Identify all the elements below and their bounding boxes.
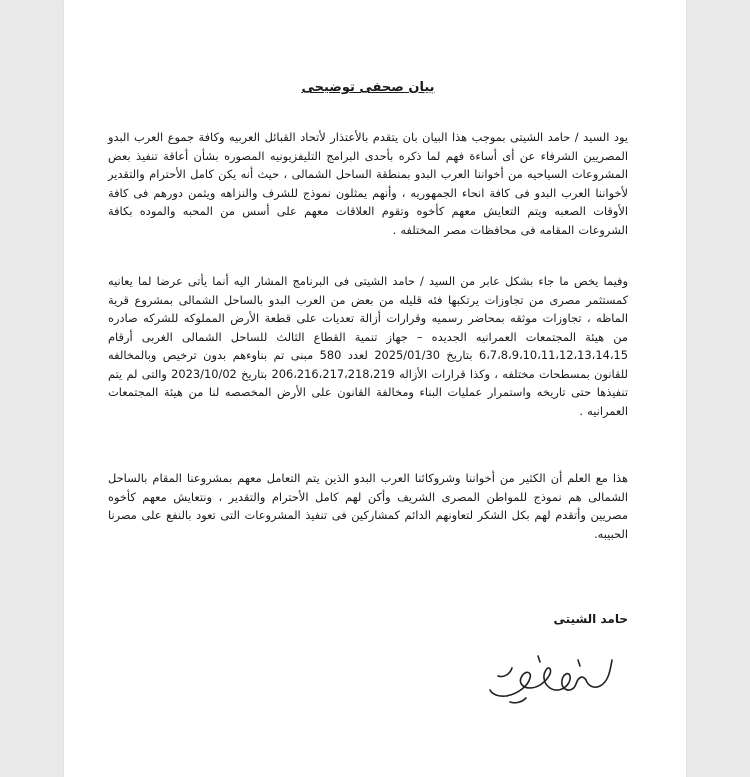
signatory-name: حامد الشيتى <box>553 612 628 626</box>
paragraph-appreciation: هذا مع العلم أن الكثير من أخواننا وشروكائنا العرب البدو الذين يتم التعامل معهم بمشروعنا المقام بالساحل الشمالى هم نموذج للمواطن المصرى الشريف وأكن لهم كامل الأحترام والتقدير ، ونتعايش معهم كأخوه مصريين وأتقدم لهم بكل الشكر لتعاونهم الدائم كمشاركين فى تنفيذ المشروعات التى تعود بالنفع على مصرنا الحبيبه. <box>108 471 628 541</box>
paragraph-apology: يود السيد / حامد الشيتى بموجب هذا البيان بان يتقدم بالأعتذار لأتحاد القبائل العربيه وكافة جموع العرب البدو المصريين الشرفاء عن أى أساءة فهم لما ذكره بأحدى البرامج التليفزيونيه المصوره بشأن أعاقة تنفيذ بعض المشروعات السياحيه من أخواننا العرب البدو بمنطقة الساحل الشمالى ، حيث أنه يكن كامل الأحترام والتقدير لأخواننا العرب البدو فى كافة انحاء الجمهوريه ، وأنهم يمثلون نموذج للشرف والنزاهه ويثمن دورهم فى كافة الأوقات الصعبه ويتم التعايش معهم كأخوه وتقوم العلاقات معهم على أسس من المحبه والموده بكافة الشروعات المقامه فى محافظات مصر المختلفه . <box>108 130 628 237</box>
document-title: بيان صحفى توضيحى <box>301 80 435 95</box>
handwritten-signature <box>482 638 622 708</box>
paragraph-violations: وفيما يخص ما جاء بشكل عابر من السيد / حامد الشيتى فى البرنامج المشار اليه أنما يأتى عرضا لما يعانيه كمستثمر مصرى من تجاوزات يرتكبها فئه قليله من بعض من العرب البدو بالساحل الشمالى بمشروع قرية الماظه ، تجاوزات موثقه بمحاضر رسميه وقرارات أزالة تعديات على قطعة الأرض المملوكه للشركه صادره من هيئة المجتمعات العمرانيه الجديده – جهاز تنمية القطاع الثالث للساحل الشمالى الغربى أرقام 6،7،8،9،10،11،12،13،14،15 بتاريخ 2025/01/30 لعدد 580 مبنى تم بناوءهم بدون ترخيص وبالمخالفه للقانون بمسطحات مختلفه ، وكذا قرارات الأزاله 206،216،217،218،219 بتاريخ 2023/10/02 والتى لم يتم تنفيذها حتى تاريخه واستمرار عمليات البناء ومخالفة القانون على الأرض المخصصه لنا من هيئة المجتمعات العمرانيه . <box>108 274 629 418</box>
document-page <box>64 0 686 777</box>
signature-block <box>108 612 628 626</box>
